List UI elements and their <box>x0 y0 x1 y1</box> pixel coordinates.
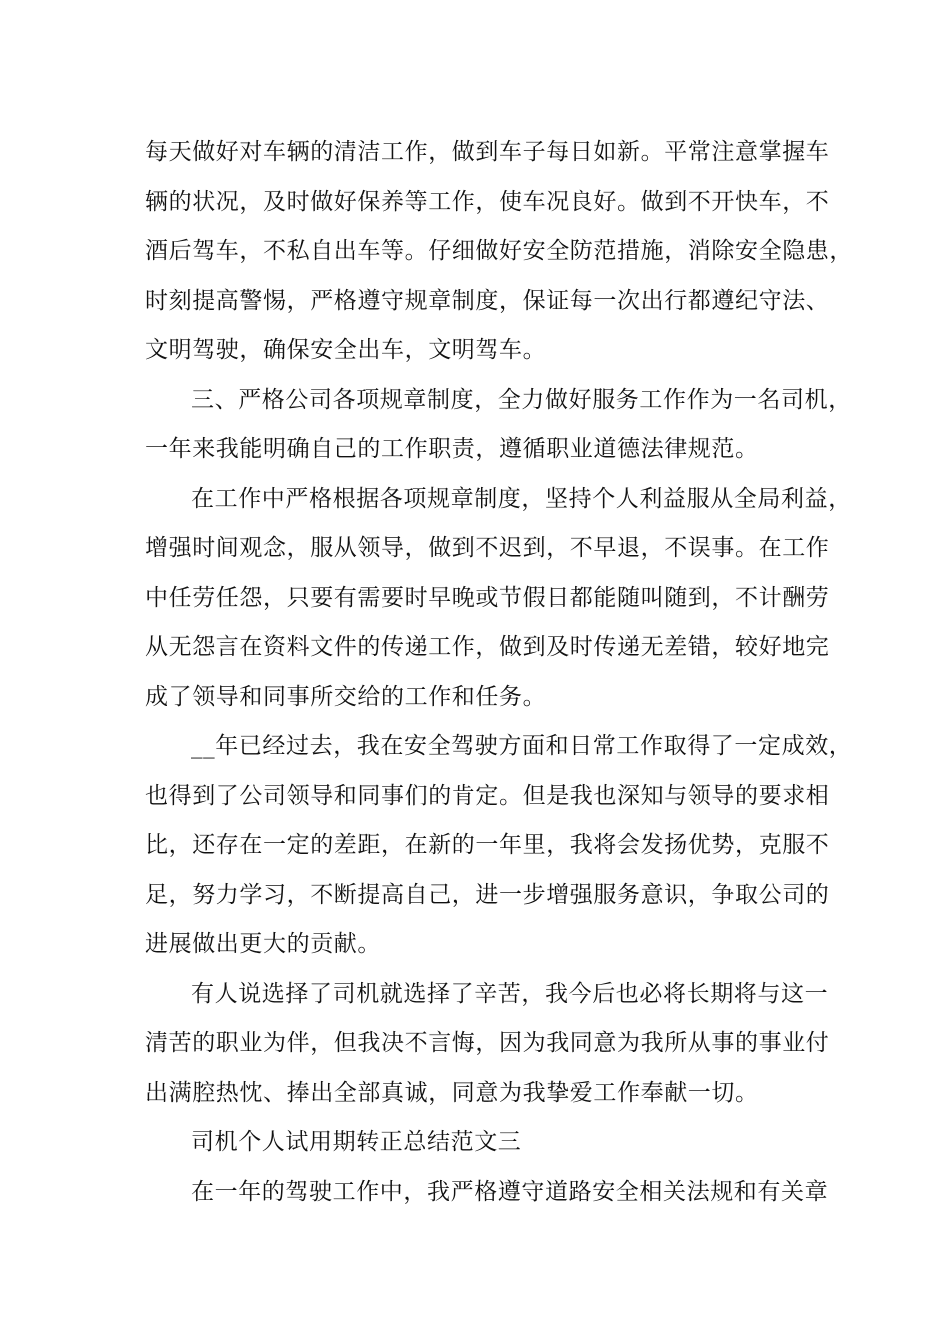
text-line: 一年来我能明确自己的工作职责，遵循职业道德法律规范。 <box>145 436 759 462</box>
text-line: 进展做出更大的贡献。 <box>145 931 381 957</box>
text-line: 中任劳任怨，只要有需要时早晚或节假日都能随叫随到，不计酬劳 <box>145 584 830 611</box>
paragraph-start-line: 在一年的驾驶工作中，我严格遵守道路安全相关法规和有关章 <box>191 1178 829 1205</box>
text-line: 酒后驾车，不私自出车等。仔细做好安全防范措施，消除安全隐患， <box>145 238 853 264</box>
paragraph-start-line: 有人说选择了司机就选择了辛苦，我今后也必将长期将与这一 <box>191 980 829 1007</box>
text-line: 辆的状况，及时做好保养等工作，使车况良好。做到不开快车，不 <box>145 188 830 215</box>
section-heading: 司机个人试用期转正总结范文三 <box>191 1129 522 1155</box>
text-line: 出满腔热忱、捧出全部真诚，同意为我挚爱工作奉献一切。 <box>145 1079 759 1106</box>
text-line: 成了领导和同事所交给的工作和任务。 <box>145 683 547 710</box>
text-line: 增强时间观念，服从领导，做到不迟到，不早退，不误事。在工作 <box>145 535 830 561</box>
text-line: 每天做好对车辆的清洁工作，做到车子每日如新。平常注意掌握车 <box>145 139 830 165</box>
text-line: 从无怨言在资料文件的传递工作，做到及时传递无差错，较好地完 <box>145 634 830 660</box>
document-body <box>145 128 853 1217</box>
text-line: 时刻提高警惕，严格遵守规章制度，保证每一次出行都遵纪守法、 <box>145 287 830 314</box>
text-line: 文明驾驶，确保安全出车，文明驾车。 <box>145 337 547 363</box>
text-line: 足，努力学习，不断提高自己，进一步增强服务意识，争取公司的 <box>145 881 830 908</box>
paragraph-start-line: __年已经过去，我在安全驾驶方面和日常工作取得了一定成效， <box>191 733 853 759</box>
paragraph-start-line: 在工作中严格根据各项规章制度，坚持个人利益服从全局利益， <box>191 485 852 512</box>
paragraph-start-line: 三、严格公司各项规章制度，全力做好服务工作作为一名司机， <box>191 386 852 413</box>
text-line: 也得到了公司领导和同事们的肯定。但是我也深知与领导的要求相 <box>145 782 830 809</box>
text-line: 清苦的职业为伴，但我决不言悔，因为我同意为我所从事的事业付 <box>145 1030 830 1056</box>
text-line: 比，还存在一定的差距，在新的一年里，我将会发扬优势，克服不 <box>145 832 830 858</box>
